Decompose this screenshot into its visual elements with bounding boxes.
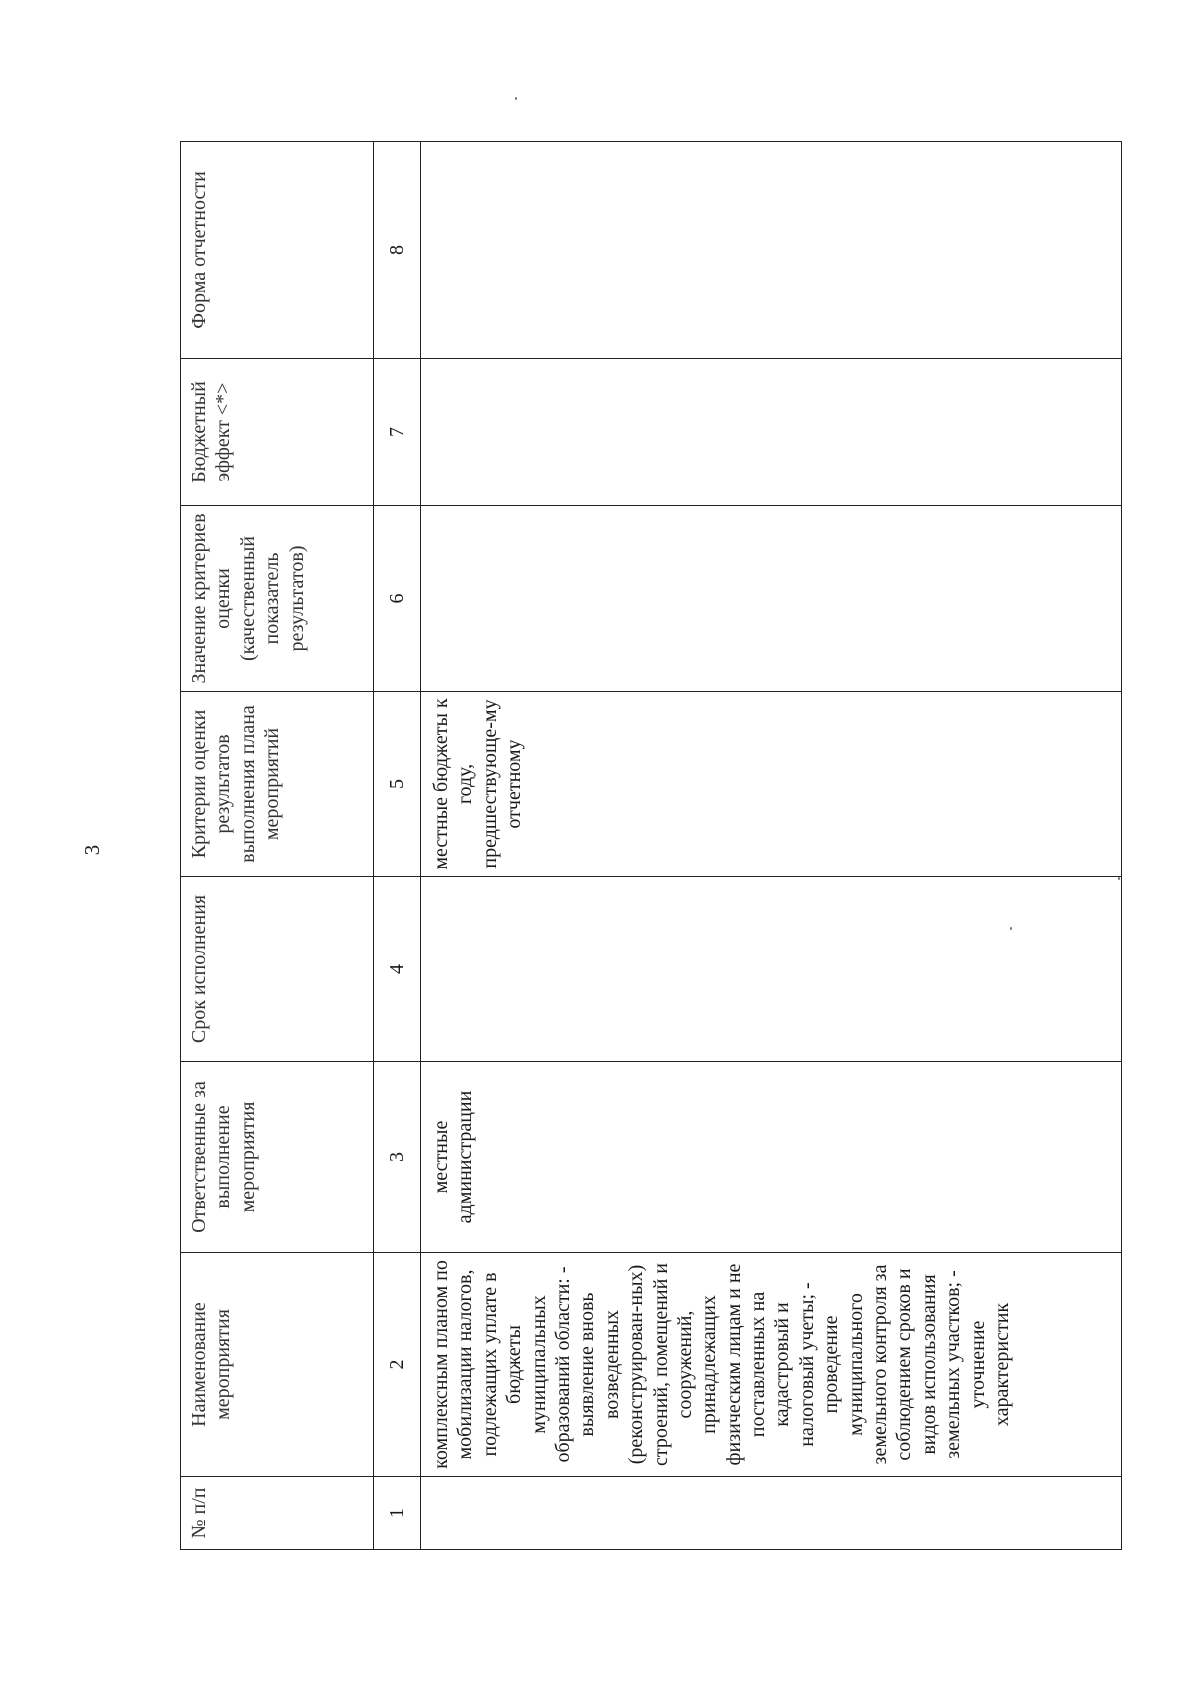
row-criteria-cell: местные бюджеты к году, предшествующе-му отчетному [421, 692, 1122, 877]
table-row [421, 142, 1122, 1550]
column-number: 7 [374, 359, 421, 506]
action-plan-table [180, 141, 1122, 1550]
row-name-cell: комплексным планом по мобилизации налогов, подлежащих уплате в бюджеты муниципальных образований области: - выявление вновь возведенных (реконструирован-ных) строений, помещений и сооружений, принадлежащих физическим лицам и не поставленных на кадастровый и налоговый учеты; - проведение муниципального земельного контроля за соблюдением сроков и видов использования земельных участков; - уточнение характеристик [421, 1253, 1122, 1477]
column-number: 8 [374, 142, 421, 359]
column-number: 2 [374, 1253, 421, 1477]
header-responsible: Ответственные за выполнение мероприятия [181, 1062, 374, 1253]
page-number: 3 [80, 844, 104, 856]
row-num-cell [421, 1477, 1122, 1550]
header-deadline: Срок исполнения [181, 877, 374, 1062]
row-responsible-cell: местные администрации [421, 1062, 1122, 1253]
scan-speck [1010, 927, 1012, 930]
header-criteria-value: Значение критериев оценки (качественный показатель результатов) [181, 506, 374, 692]
column-number: 1 [374, 1477, 421, 1550]
row-budget-effect-cell [421, 359, 1122, 506]
column-number-row [374, 142, 421, 1550]
header-budget-effect: Бюджетный эффект <*> [181, 359, 374, 506]
column-number: 5 [374, 692, 421, 877]
row-deadline-cell [421, 877, 1122, 1062]
column-number: 3 [374, 1062, 421, 1253]
scan-speck [515, 97, 517, 100]
column-number: 4 [374, 877, 421, 1062]
row-criteria-value-cell [421, 506, 1122, 692]
scan-speck [1118, 877, 1120, 880]
header-num: № п/п [181, 1477, 374, 1550]
column-number: 6 [374, 506, 421, 692]
header-report-form: Форма отчетности [181, 142, 374, 359]
header-criteria: Критерии оценки результатов выполнения плана мероприятий [181, 692, 374, 877]
header-name: Наименование мероприятия [181, 1253, 374, 1477]
row-report-form-cell [421, 142, 1122, 359]
header-row [181, 142, 374, 1550]
